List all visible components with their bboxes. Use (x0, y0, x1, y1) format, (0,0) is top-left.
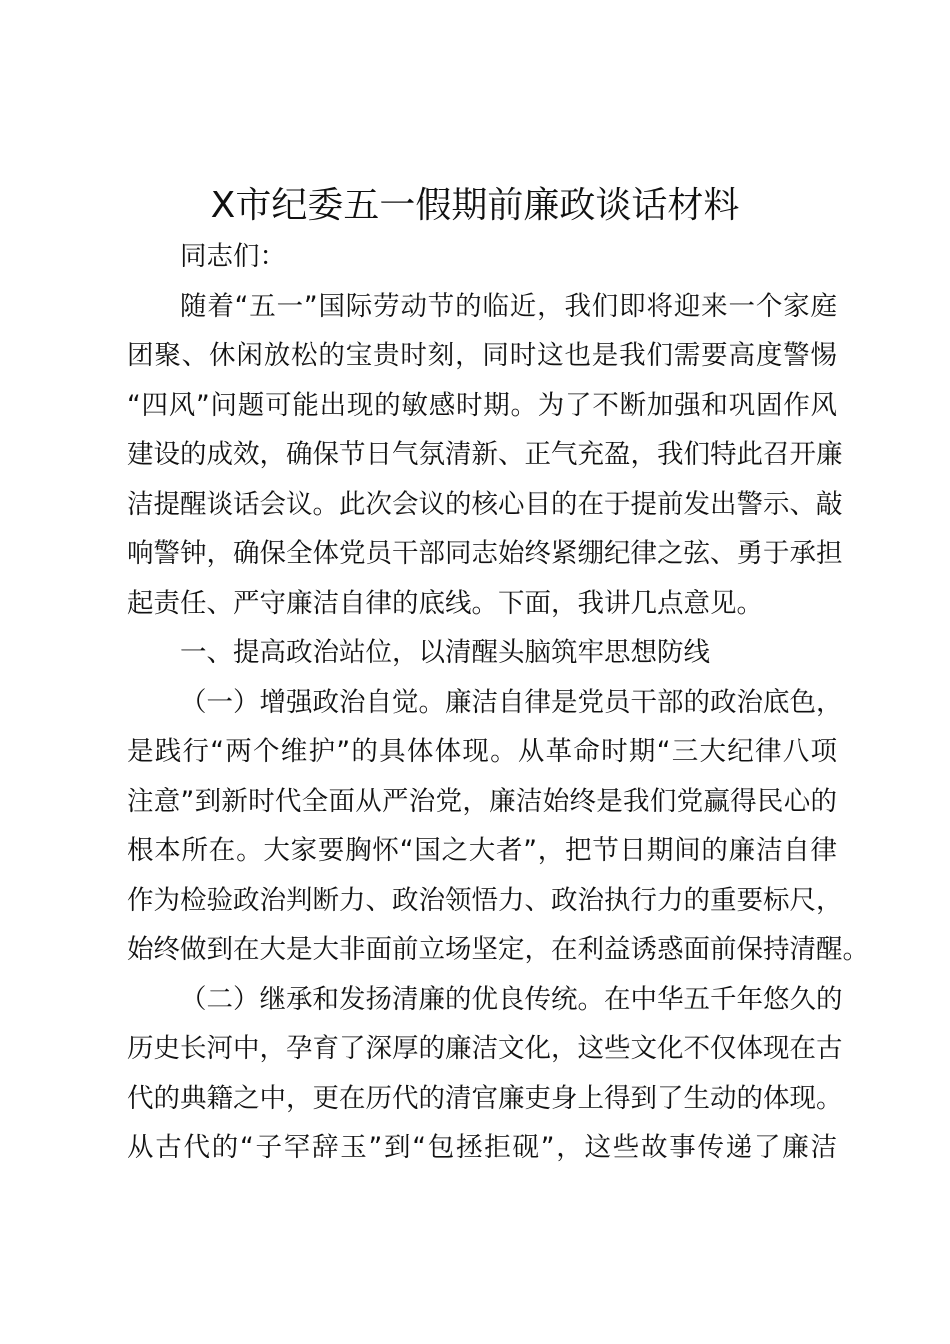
document-body (127, 232, 869, 1173)
paragraph-line: 响警钟，确保全体党员干部同志始终紧绷纪律之弦、勇于承担 (127, 538, 843, 569)
paragraph-line: 注意”到新时代全面从严治党，廉洁始终是我们党赢得民心的 (127, 785, 837, 817)
document-title: X市纪委五一假期前廉政谈话材料 (210, 185, 740, 226)
paragraph-line: 是践行“两个维护”的具体体现。从革命时期“三大纪律八项 (127, 736, 837, 767)
paragraph-line: 团聚、休闲放松的宝贵时刻，同时这也是我们需要高度警惕 (127, 340, 837, 371)
paragraph-line: 作为检验政治判断力、政治领悟力、政治执行力的重要标尺， (127, 884, 843, 916)
paragraph-line: 建设的成效，确保节日气氛清新、正气充盈，我们特此召开廉 (127, 439, 843, 470)
paragraph-line: 从古代的“子罕辞玉”到“包拯拒砚”，这些故事传递了廉洁 (127, 1132, 837, 1163)
paragraph-line: （一）增强政治自觉。廉洁自律是党员干部的政治底色， (180, 686, 843, 718)
paragraph-line: 始终做到在大是大非面前立场坚定，在利益诱惑面前保持清醒。 (127, 934, 869, 965)
paragraph-line: 洁提醒谈话会议。此次会议的核心目的在于提前发出警示、敲 (127, 488, 843, 520)
paragraph-line: “四风”问题可能出现的敏感时期。为了不断加强和巩固作风 (127, 389, 837, 421)
paragraph-line: 起责任、严守廉洁自律的底线。下面，我讲几点意见。 (127, 587, 763, 619)
salutation: 同志们： (180, 241, 286, 272)
paragraph-line: 根本所在。大家要胸怀“国之大者”，把节日期间的廉洁自律 (127, 835, 837, 866)
paragraph-line: 历史长河中，孕育了深厚的廉洁文化，这些文化不仅体现在古 (127, 1033, 843, 1064)
paragraph-line: （二）继承和发扬清廉的优良传统。在中华五千年悠久的 (180, 983, 843, 1015)
paragraph-line: 代的典籍之中，更在历代的清官廉吏身上得到了生动的体现。 (127, 1082, 843, 1114)
section-heading: 一、提高政治站位，以清醒头脑筑牢思想防线 (180, 637, 710, 668)
paragraph-line: 随着“五一”国际劳动节的临近，我们即将迎来一个家庭 (180, 290, 837, 322)
